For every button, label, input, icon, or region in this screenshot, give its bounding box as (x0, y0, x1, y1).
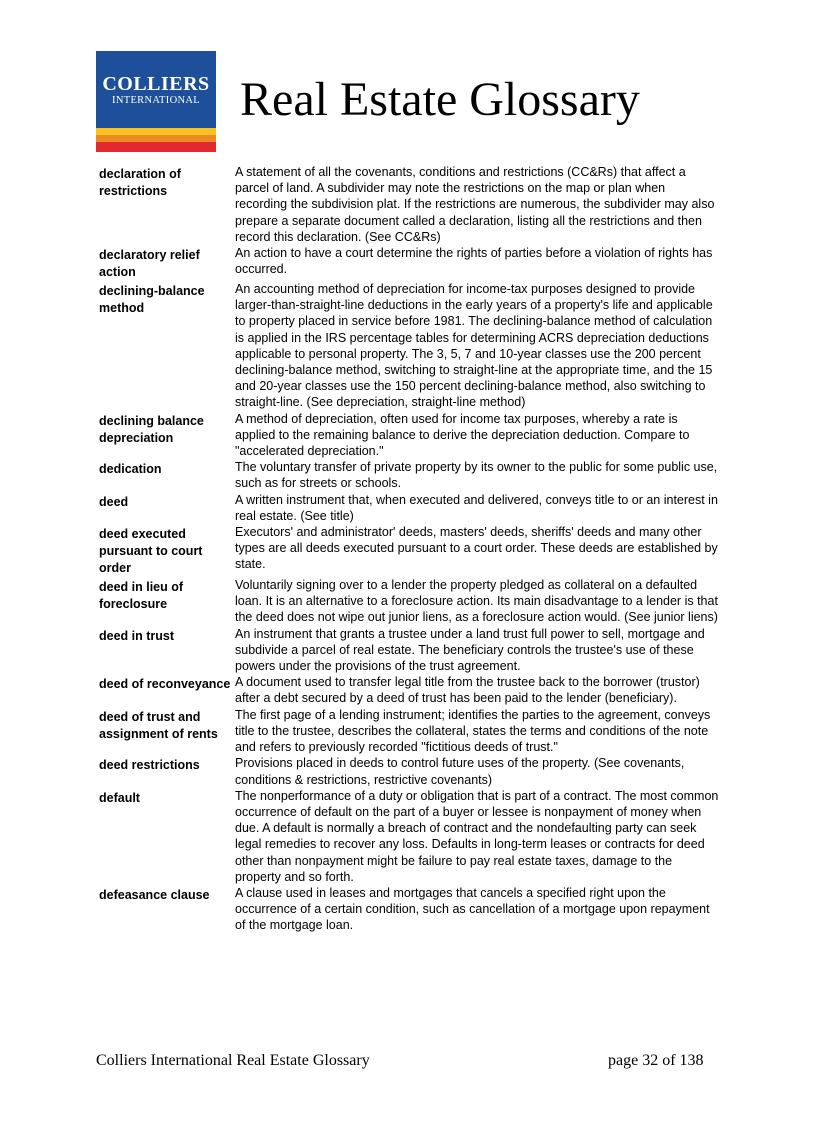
glossary-entry (99, 524, 719, 577)
glossary-term: deed executed pursuant to court order (99, 527, 203, 576)
glossary-term: deed restrictions (99, 758, 200, 773)
glossary-term: deed of trust and assignment of rents (99, 709, 218, 741)
glossary-definition: An accounting method of depreciation for income-tax purposes designed to provide larger-than-straight-line deductions in the early years of a property's life and applicable to property placed in service before 1981. The declining-balance method of calculation is applied in the IRS percentage tables for determining ACRS depreciation deductions applicable to personal property. The 3, 5, 7 and 10-year classes use the 200 percent declining-balance method, switching to straight-line at the appropriate time, and the 15 and 20-year classes use the 150 percent declining-balance method, also switching to straight-line. (See depreciation, straight-line method) (235, 282, 713, 410)
glossary-definition: A statement of all the covenants, conditions and restrictions (CC&Rs) that affect a parcel of land. A subdivider may note the restrictions on the map or plan when recording the subdivision plat. If the restrictions are numerous, the subdivider may also prepare a separate document called a declaration, listing all the restrictions and then record this declaration. (See CC&Rs) (235, 165, 715, 244)
glossary-entry (99, 411, 719, 460)
glossary-definition: Provisions placed in deeds to control future uses of the property. (See covenants, conditions & restrictions, restrictive covenants) (235, 756, 685, 787)
glossary-entry (99, 885, 719, 934)
glossary-term: defeasance clause (99, 887, 210, 902)
glossary-list (99, 164, 719, 934)
glossary-entry (99, 626, 719, 675)
logo-line1: COLLIERS (102, 73, 210, 95)
glossary-term: deed in trust (99, 628, 175, 643)
glossary-term: deed (99, 494, 129, 509)
glossary-definition: A method of depreciation, often used for income tax purposes, whereby a rate is applied to the remaining balance to derive the depreciation deduction. Compare to "accelerated depreciation." (235, 411, 690, 459)
glossary-entry (99, 492, 719, 524)
glossary-definition: A written instrument that, when executed and delivered, conveys title to or an interest in real estate. (See title) (235, 492, 718, 523)
logo-red-stripe (96, 142, 216, 152)
glossary-entry (99, 245, 719, 281)
footer-page-number: page 32 of 138 (608, 1052, 704, 1069)
glossary-term: deed in lieu of foreclosure (99, 580, 184, 612)
glossary-term: declining balance depreciation (99, 413, 204, 445)
glossary-entry (99, 577, 719, 626)
glossary-definition: An instrument that grants a trustee under a land trust full power to sell, mortgage and subdivide a parcel of real estate. The beneficiary controls the trustee's use of these powers under the provisions of the trust agreement. (235, 626, 705, 674)
glossary-term: dedication (99, 462, 162, 477)
colliers-logo (96, 51, 216, 152)
glossary-definition: The first page of a lending instrument; identifies the parties to the agreement, conveys title to the trustee, describes the collateral, states the terms and conditions of the note and refers to previously recorded "fictitious deeds of trust." (235, 707, 711, 755)
glossary-term: declaratory relief action (99, 248, 200, 280)
logo-orange-stripe (96, 135, 216, 142)
glossary-definition: Voluntarily signing over to a lender the property pledged as collateral on a defaulted loan. It is an alternative to a foreclosure action. Its main disadvantage to a lender is that the deed does not wipe out junior liens, as a foreclosure action would. (See junior liens) (235, 578, 718, 625)
glossary-entry (99, 281, 719, 411)
glossary-definition: The nonperformance of a duty or obligation that is part of a contract. The most common occurrence of default on the part of a buyer or lessee is nonpayment of money when due. A default is normally a breach of contract and the nondefaulting party can seek legal remedies to recover any loss. Defaults in long-term leases or contracts for deed other than nonpayment might be failure to pay real estate taxes, damage to the property and so forth. (235, 788, 719, 884)
glossary-entry (99, 459, 719, 491)
glossary-entry (99, 788, 719, 885)
footer-document-title: Colliers International Real Estate Glossary (96, 1052, 370, 1069)
glossary-entry (99, 707, 719, 756)
glossary-term: declining-balance method (99, 284, 205, 316)
logo-yellow-stripe (96, 128, 216, 135)
glossary-definition: A clause used in leases and mortgages that cancels a specified right upon the occurrence of a certain condition, such as cancellation of a mortgage upon repayment of the mortgage loan. (235, 885, 710, 933)
glossary-term: default (99, 790, 140, 805)
glossary-definition: Executors' and administrator' deeds, masters' deeds, sheriffs' deeds and many other types are all deeds executed pursuant to a court order. These deeds are established by state. (235, 525, 718, 572)
glossary-definition: A document used to transfer legal title from the trustee back to the borrower (trustor) after a debt secured by a deed of trust has been paid to the lender (beneficiary). (235, 675, 700, 706)
glossary-definition: An action to have a court determine the rights of parties before a violation of rights has occurred. (235, 246, 713, 277)
glossary-definition: The voluntary transfer of private property by its owner to the public for some public use, such as for streets or schools. (235, 460, 718, 491)
glossary-term: declaration of restrictions (99, 167, 181, 198)
logo-line2: INTERNATIONAL (112, 95, 200, 106)
glossary-entry (99, 674, 719, 706)
page-title: Real Estate Glossary (240, 73, 640, 126)
glossary-entry (99, 164, 719, 245)
glossary-term: deed of reconveyance (99, 677, 231, 692)
glossary-entry (99, 755, 719, 787)
